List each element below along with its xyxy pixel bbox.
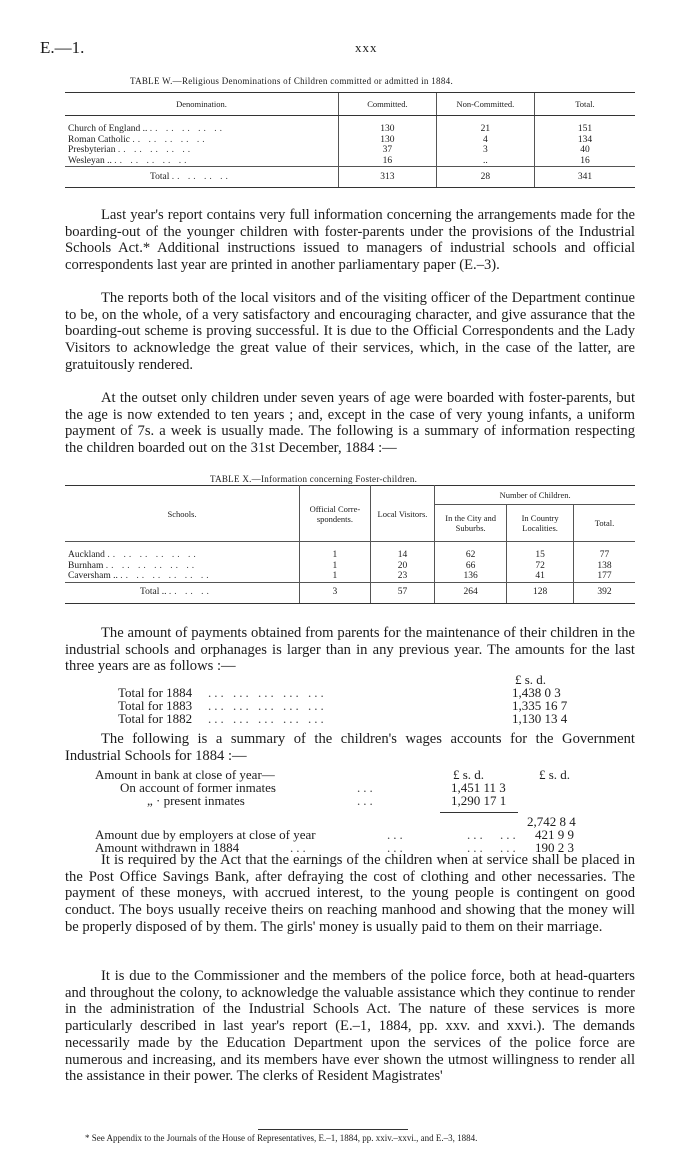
wages-accounts: Amount in bank at close of year— £ s. d. £ s. d. On account of former inmates ... 1,451 11 3 „ · present inmates ... 1,290 17 1 2,742 8 4 Amount due by employers at close of year ... ... ... 421 9 9 Amount withdrawn in 1884 ... ... ... ... 190 2 3 — [95, 767, 576, 855]
paragraph-earnings: It is required by the Act that the earnings of the children when at service shall be placed in the Post Office Savings Bank, after defraying the cost of clothing and other necessaries. The payment of these moneys, with accrued interest, to the young people is contingent on good conduct. The boys usually receive theirs on reaching manhood and showing that the money will be properly disposed of by them. The girls' money is usually paid to them on their marriage. — [65, 852, 635, 935]
col-local-visitors: Local Visitors. — [370, 486, 434, 542]
col-city-suburbs: In the City and Suburbs. — [435, 505, 507, 542]
table-x-caption: TABLE X.—Information concerning Foster-children. — [210, 474, 418, 484]
paragraph-police: It is due to the Commissioner and the members of the police force, both at head-quarters and throughout the colony, to acknowledge the valuable assistance which they continue to render in the administration of the Industrial Schools Act. The nature of these services is more particularly described in last year's report (E.–1, 1884, pp. xxv. and xxvi.). The demands necessarily made by the Education Department upon the services of the police force are numerous and increasing, and its members have ever shown the utmost willingness to render all the assistance in their power. The clerks of Resident Magistrates' — [65, 968, 635, 1085]
table-x — [65, 485, 635, 604]
paragraph-outset: At the outset only children under seven years of age were boarded with foster-parents, but the age is now extended to ten years ; and, except in the case of very young infants, a uniform payment of 7s. a week is usually made. The following is a summary of information respecting the children boarded out on the 31st December, 1884 :— — [65, 390, 635, 457]
currency-header: £ s. d. — [515, 672, 547, 687]
list-item: Total for 1882 ... ... ... ... ... 1,130 13 4 — [118, 711, 568, 726]
footnote: * See Appendix to the Journals of the House of Representatives, E.–1, 1884, pp. xxiv.–xxvi., and E.–3, 1884. — [85, 1133, 478, 1143]
col-committed: Committed. — [338, 93, 436, 116]
paragraph-wages-summary: The following is a summary of the children's wages accounts for the Government Industrial Schools for 1884 :— — [65, 731, 635, 764]
footnote-divider — [258, 1129, 408, 1130]
col-official-correspondents: Official Corre-spondents. — [300, 486, 371, 542]
table-row: Wesleyan .. .. .. .. .. .. 16 .. 16 — [65, 156, 635, 167]
paragraph-boarding-out: Last year's report contains very full information concerning the arrangements made for the boarding-out of the younger children with foster-parents under the provisions of the Industrial Schools Act.* Additional instructions issued to managers of industrial schools and official correspondents last year are printed in another parliamentary paper (E.–3). — [65, 207, 635, 274]
table-w-caption: TABLE W.—Religious Denominations of Children committed or admitted in 1884. — [130, 76, 453, 86]
paragraph-reports: The reports both of the local visitors and of the visiting officer of the Department continue to be, on the whole, of a very satisfactory and encouraging character, and give assurance that the boarding-out scheme is proving successful. It is due to the Official Correspondents and the Lady Visitors to acknowledge the great value of their services, which, in the case of the latter, are gratuitously rendered. — [65, 290, 635, 373]
list-item: Total for 1884 ... ... ... ... ... 1,438 0 3 — [118, 685, 561, 700]
table-w — [65, 92, 635, 188]
table-row: Church of England .. .. .. .. .. .. 130 21 151 — [65, 124, 635, 135]
paragraph-payments: The amount of payments obtained from parents for the maintenance of their children in the industrial schools and orphanages is larger than in any previous year. The amounts for the last three years are as follows :— — [65, 625, 635, 675]
col-number-of-children: Number of Children. — [435, 486, 635, 505]
table-total-row: Total .. .. .. .. 313 28 341 — [65, 167, 635, 188]
col-denomination: Denomination. — [65, 93, 338, 116]
table-row: Caversham .. .. .. .. .. .. .. 1 23 136 41 177 — [65, 571, 635, 582]
col-non-committed: Non-Committed. — [436, 93, 534, 116]
col-total: Total. — [534, 93, 635, 116]
table-row: Burnham .. .. .. .. .. .. 1 20 66 72 138 — [65, 561, 635, 572]
col-schools: Schools. — [65, 486, 300, 542]
report-reference: E.—1. — [40, 38, 85, 57]
table-total-row: Total .. .. .. .. 3 57 264 128 392 — [65, 582, 635, 603]
page-number: xxx — [355, 40, 378, 55]
payments-list — [118, 673, 618, 725]
table-row: Roman Catholic .. .. .. .. .. 130 4 134 — [65, 135, 635, 146]
col-country-localities: In Country Localities. — [507, 505, 574, 542]
table-row: Presbyterian .. .. .. .. .. 37 3 40 — [65, 145, 635, 156]
col-total-children: Total. — [574, 505, 635, 542]
table-row: Auckland .. .. .. .. .. .. 1 14 62 15 77 — [65, 550, 635, 561]
list-item: Total for 1883 ... ... ... ... ... 1,335 16 7 — [118, 698, 568, 713]
